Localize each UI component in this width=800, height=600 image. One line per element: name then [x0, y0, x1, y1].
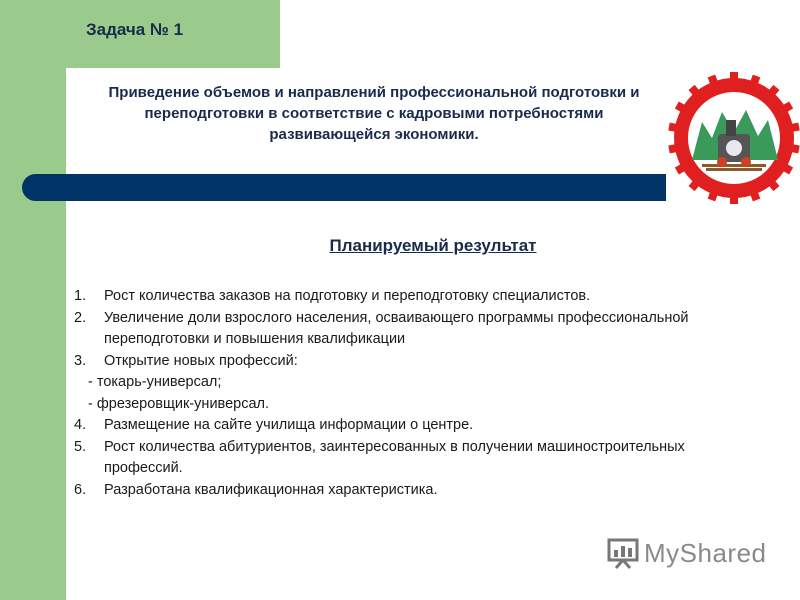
task-title: Задача № 1: [86, 20, 184, 39]
list-item: 6. Разработана квалификационная характеристика.: [74, 481, 438, 498]
result-list: [74, 286, 724, 501]
myshared-watermark: [606, 536, 767, 570]
list-subitem: - фрезеровщик-универсал.: [88, 395, 270, 412]
list-item: 2. Увеличение доли взрослого населения, осваивающего программы профессиональной переподготовки и повышения квалификации: [74, 309, 689, 347]
list-item: 5. Рост количества абитуриентов, заинтересованных в получении машиностроительных профессий.: [74, 438, 685, 476]
list-item: 1. Рост количества заказов на подготовку и переподготовку специалистов.: [74, 288, 591, 304]
list-subitem: - токарь-универсал;: [88, 374, 222, 390]
divider-bar: [22, 174, 666, 201]
green-side-strip: [0, 0, 66, 600]
list-item: 3. Открытие новых профессий:: [74, 352, 298, 369]
task-subtitle: Приведение объемов и направлений профессиональной подготовки и переподготовки в соответствие с кадровыми потребностями развивающейся экономики.: [108, 84, 640, 143]
list-item: 4. Размещение на сайте училища информации о центре.: [74, 417, 474, 433]
presentation-board-icon: [606, 536, 640, 570]
result-heading: Планируемый результат: [329, 236, 537, 255]
watermark-text: MyShared: [644, 537, 767, 568]
school-emblem-icon: [668, 72, 800, 204]
